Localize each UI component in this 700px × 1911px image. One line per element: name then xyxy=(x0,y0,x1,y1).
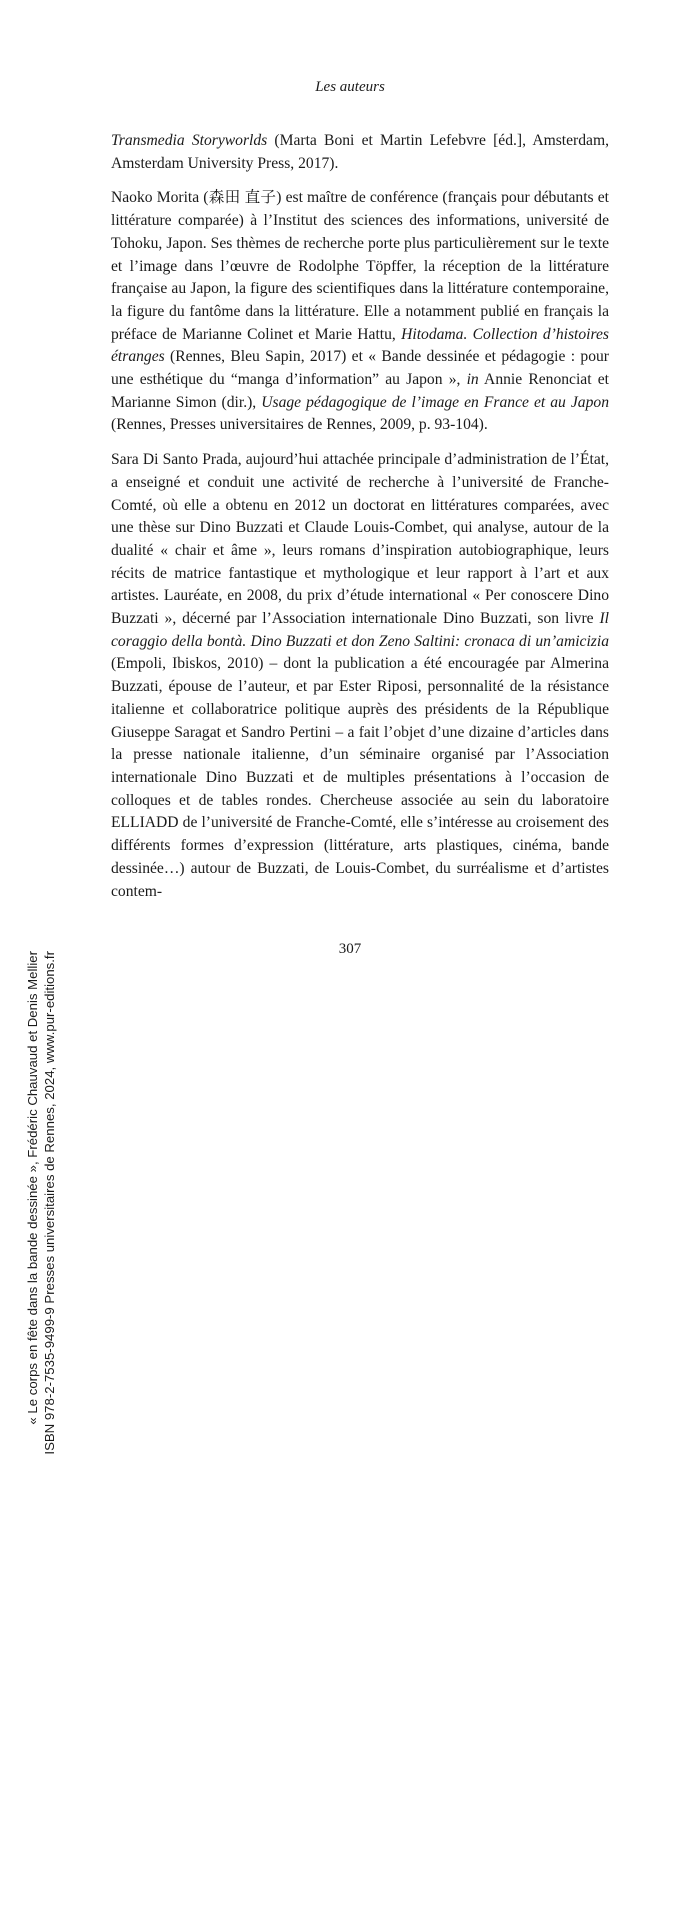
text-run: Sara Di Santo Prada, aujourd’hui attachée principale d’administration de l’État, a enseigné et conduit une activité de recherche à l’université de Franche-Comté, où elle a obtenu en 2012 un doctorat en littératures comparées, avec une thèse sur Dino Buzzati et Claude Louis-Combet, qui analyse, autour de la dualité « chair et âme », leurs romans d’inspiration autobiographique, leurs récits de matrice fantastique et mythologique et leur rapport à l’art et aux artistes. Lauréate, en 2008, du prix d’étude international « Per conoscere Dino Buzzati », décerné par l’Association internationale Dino Buzzati, son livre xyxy=(111,451,609,628)
paragraph-naoko-morita xyxy=(111,187,609,437)
margin-credit xyxy=(24,25,68,1455)
running-head: Les auteurs xyxy=(315,79,385,95)
book-title: Il coraggio della bontà. Dino Buzzati et don Zeno Saltini: cronaca di un’amicizia xyxy=(111,610,609,650)
text-run: (Rennes, Presses universitaires de Rennes, 2009, p. 93-104). xyxy=(111,416,488,434)
book-title: Hitodama. Collection d’histoires étranges xyxy=(111,325,609,366)
text-run: Annie Renonciat et Marianne Simon (dir.), xyxy=(111,371,609,411)
text-run: (Empoli, Ibiskos, 2010) – dont la publication a été encouragée par Almerina Buzzati, épouse de l’auteur, et par Ester Riposi, personnalité de la résistance italienne et collaboratrice politique auprès des présidents de la République Giuseppe Saragat et Sandro Pertini – a fait l’objet d’une dizaine d’articles dans la presse nationale italienne, d’un séminaire organisé par l’Association internationale Dino Buzzati et de multiples présentations à l’occasion de colloques et de tables rondes. Chercheuse associée au sein du laboratoire ELLIADD de l’université de Franche-Comté, elle s’intéresse au croisement des différents formes d’expression (littérature, arts plastiques, cinéma, bande dessinée…) autour de Buzzati, de Louis-Combet, du surréalisme et d’artistes contem- xyxy=(111,655,609,900)
margin-credit-rotated xyxy=(24,951,58,1911)
text-run: Naoko Morita (森田 直子) est maître de conférence (français pour débutants et littérature comparée) à l’Institut des sciences des informations, université de Tohoku, Japon. Ses thèmes de recherche porte plus particulièrement sur le texte et l’image dans l’œuvre de Rodolphe Töpffer, la réception de la littérature française au Japon, la figure des scientifiques dans la littérature contemporaine, la figure du fantôme dans la littérature. Elle a notamment publié en français la préface de Marianne Colinet et Marie Hattu, xyxy=(111,189,609,343)
body-text xyxy=(111,130,609,903)
margin-credit-line-1: « Le corps en fête dans la bande dessinée », Frédéric Chauvaud et Denis Mellier xyxy=(25,951,40,1425)
paragraph-sara-di-santo-prada xyxy=(111,449,609,903)
margin-credit-line-2: ISBN 978-2-7535-9499-9 Presses universitaires de Rennes, 2024, www.pur-editions.fr xyxy=(42,951,57,1455)
paragraph-reference-continuation xyxy=(111,130,609,175)
text-run: (Marta Boni et Martin Lefebvre [éd.], Amsterdam, Amsterdam University Press, 2017). xyxy=(111,132,609,172)
text-run: (Rennes, Bleu Sapin, 2017) et « Bande dessinée et pédagogie : pour une esthétique du “manga d’information” au Japon », xyxy=(111,348,609,389)
page-number: 307 xyxy=(338,941,362,957)
italic-term: in xyxy=(466,371,479,389)
book-title: Transmedia Storyworlds xyxy=(111,132,268,149)
book-title: Usage pédagogique de l’image en France et au Japon xyxy=(261,393,609,411)
